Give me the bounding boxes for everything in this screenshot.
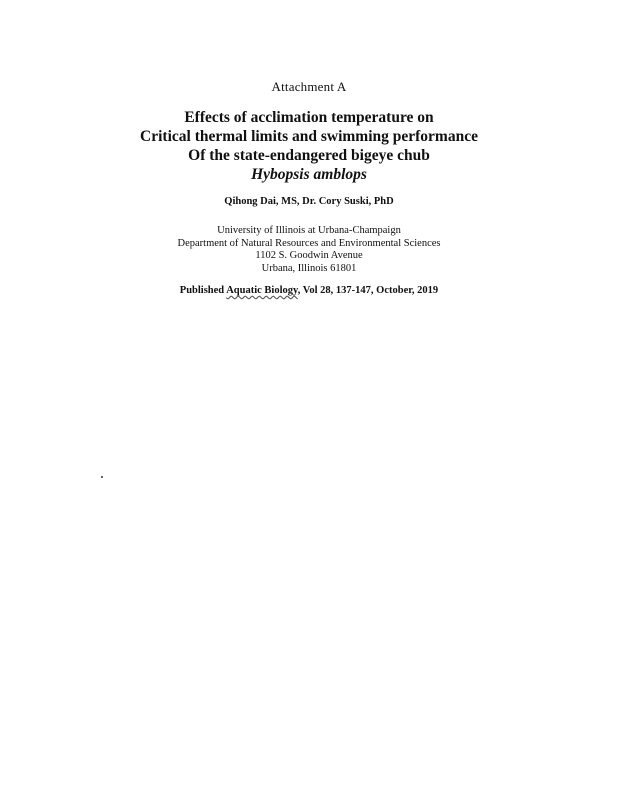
title-line-1: Effects of acclimation temperature on: [184, 109, 434, 126]
affiliation-street: 1102 S. Goodwin Avenue: [255, 250, 363, 261]
affiliation-department: Department of Natural Resources and Environmental Sciences: [177, 237, 441, 249]
affiliation-city: Urbana, Illinois 61801: [261, 262, 357, 274]
citation-journal: Aquatic Biology: [226, 285, 298, 296]
affiliation-university: University of Illinois at Urbana-Champaign: [217, 225, 401, 236]
title-species-name: Hybopsis amblops: [251, 166, 367, 183]
attachment-label: Attachment A: [271, 79, 347, 94]
title-line-3: Of the state-endangered bigeye chub: [188, 147, 430, 164]
author-list: Qihong Dai, MS, Dr. Cory Suski, PhD: [224, 196, 394, 207]
paper-title: [0, 108, 618, 184]
citation-details: , Vol 28, 137-147, October, 2019: [297, 285, 439, 296]
title-line-2: Critical thermal limits and swimming performance: [140, 128, 478, 145]
citation-prefix: Published: [179, 285, 227, 296]
affiliation-block: [0, 225, 618, 275]
publication-citation: [0, 285, 618, 296]
scan-speck: [101, 476, 103, 478]
